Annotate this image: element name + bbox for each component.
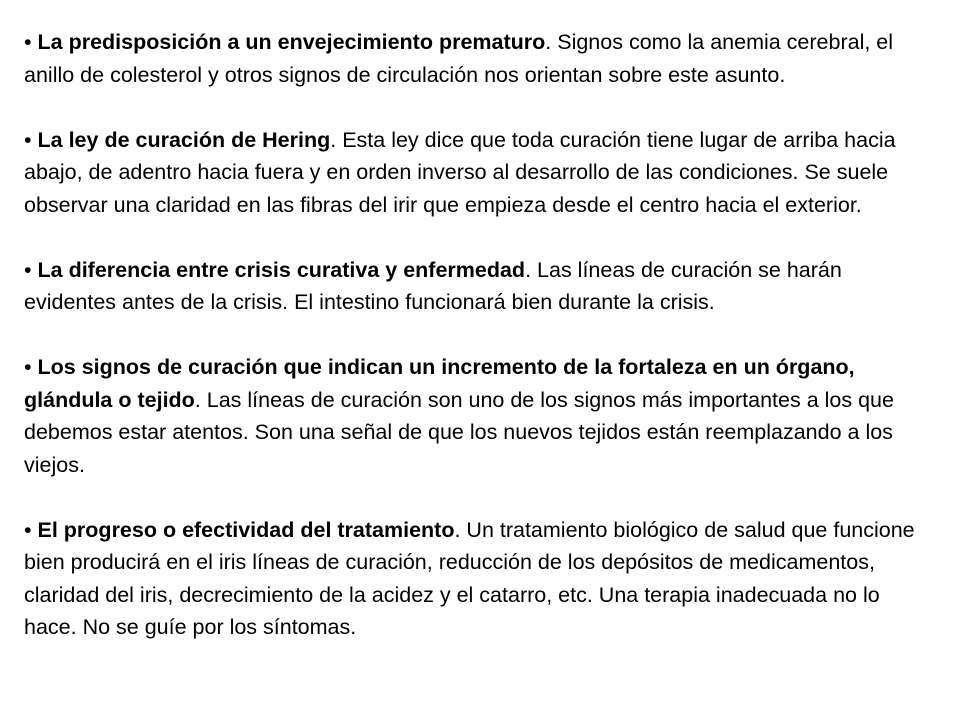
paragraph-heading: La ley de curación de Hering — [37, 127, 331, 152]
paragraph-heading: El progreso o efectividad del tratamiento — [37, 517, 455, 542]
paragraph-heading: La predisposición a un envejecimiento prematuro — [37, 30, 546, 54]
bullet-marker: • — [24, 257, 32, 282]
paragraph-text: . Las líneas de curación se harán evidentes antes de la crisis. El intestino funcionará bien durante la crisis. — [24, 257, 842, 314]
slide-body — [24, 26, 936, 644]
paragraph-text: . Un tratamiento biológico de salud que funcione bien producirá en el iris líneas de curación, reducción de los depósitos de medicamentos, claridad del iris, decrecimiento de la acidez y el catarro, etc. Una terapia inadecuada no lo hace. No se guíe por los síntomas. — [24, 517, 915, 639]
bullet-marker: • — [24, 355, 32, 379]
paragraph-text: . Esta ley dice que toda curación tiene lugar de arriba hacia abajo, de adentro hacia fuera y en orden inverso al desarrollo de las condiciones. Se suele observar una claridad en las fibras del irir que empieza desde el centro hacia el exterior. — [24, 127, 896, 217]
paragraph-text: . Las líneas de curación son uno de los signos más importantes a los que debemos estar atentos. Son una señal de que los nuevos tejidos están reemplazando a los viejos. — [24, 387, 894, 477]
paragraph-healing-crisis — [24, 254, 936, 319]
paragraph-healing-signs — [24, 351, 936, 481]
paragraph-premature-aging — [24, 26, 936, 91]
paragraph-heading: La diferencia entre crisis curativa y enfermedad — [37, 257, 526, 282]
bullet-marker: • — [24, 517, 32, 542]
bullet-marker: • — [24, 30, 32, 54]
paragraph-text: . Signos como la anemia cerebral, el anillo de colesterol y otros signos de circulación nos orientan sobre este asunto. — [24, 30, 894, 87]
paragraph-heading: Los signos de curación que indican un incremento de la fortaleza en un órgano, glándula o tejido — [24, 355, 855, 412]
bullet-marker: • — [24, 127, 32, 152]
paragraph-hering-law — [24, 124, 936, 222]
paragraph-treatment-progress — [24, 514, 936, 644]
